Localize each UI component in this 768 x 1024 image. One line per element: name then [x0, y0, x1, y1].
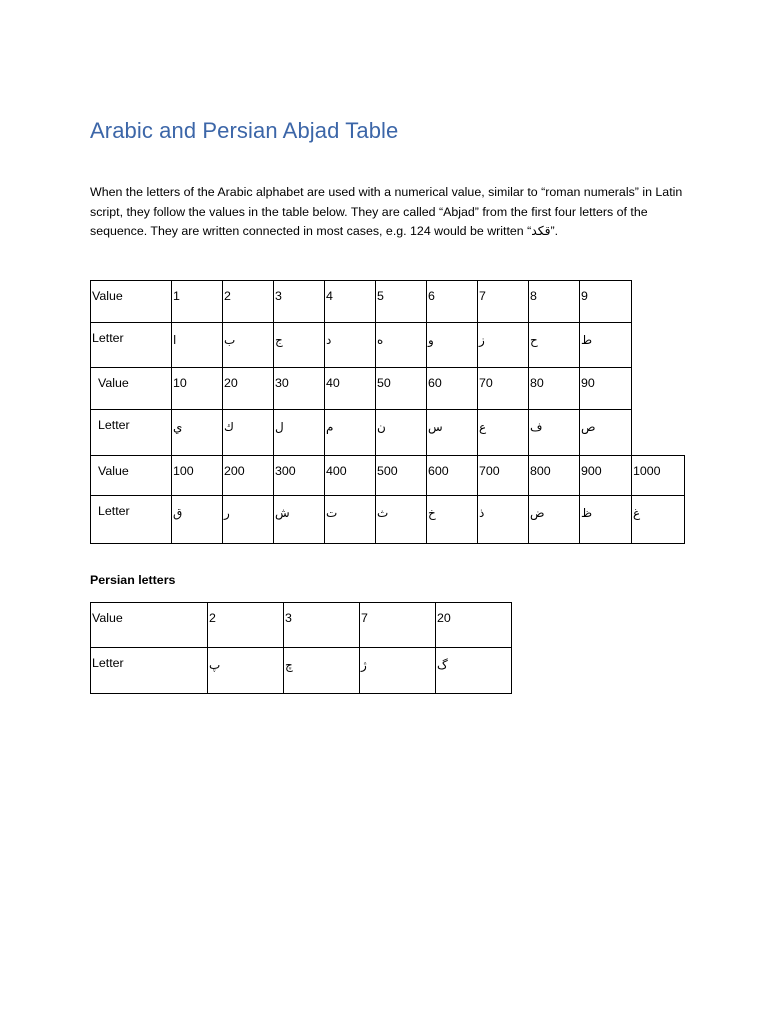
letter-cell: ق	[172, 496, 223, 544]
letter-cell: ر	[223, 496, 274, 544]
value-cell: 20	[223, 368, 274, 410]
row-header-cell: Value	[91, 281, 172, 323]
empty-cell	[632, 323, 685, 368]
empty-cell	[632, 281, 685, 323]
letter-cell: ه	[376, 323, 427, 368]
table-row	[91, 496, 685, 544]
value-cell: 2	[208, 603, 284, 648]
value-cell: 30	[274, 368, 325, 410]
value-cell: 4	[325, 281, 376, 323]
value-cell: 500	[376, 456, 427, 496]
value-cell: 8	[529, 281, 580, 323]
letter-cell: ص	[580, 410, 632, 456]
letter-cell: گ	[436, 648, 512, 694]
letter-cell: م	[325, 410, 376, 456]
letter-cell: د	[325, 323, 376, 368]
page-title: Arabic and Persian Abjad Table	[90, 118, 399, 143]
value-cell: 80	[529, 368, 580, 410]
letter-cell: س	[427, 410, 478, 456]
value-cell: 9	[580, 281, 632, 323]
intro-paragraph: When the letters of the Arabic alphabet are used with a numerical value, similar to “roman numerals” in Latin script, they follow the values in the table below. They are called “Abjad” from the first four letters of the sequence. They are written connected in most cases, e.g. 124 would be written “قكد”.	[90, 185, 683, 238]
letter-cell: ث	[376, 496, 427, 544]
value-cell: 700	[478, 456, 529, 496]
letter-cell: ذ	[478, 496, 529, 544]
letter-cell: ظ	[580, 496, 632, 544]
value-cell: 3	[274, 281, 325, 323]
letter-cell: ش	[274, 496, 325, 544]
value-cell: 1	[172, 281, 223, 323]
letter-cell: ح	[529, 323, 580, 368]
value-cell: 5	[376, 281, 427, 323]
value-cell: 400	[325, 456, 376, 496]
row-header-cell: Letter	[91, 648, 208, 694]
row-header-cell: Value	[91, 456, 172, 496]
value-cell: 800	[529, 456, 580, 496]
letter-cell: ت	[325, 496, 376, 544]
table-row	[91, 368, 685, 410]
letter-cell: پ	[208, 648, 284, 694]
letter-cell: ض	[529, 496, 580, 544]
letter-cell: ي	[172, 410, 223, 456]
value-cell: 20	[436, 603, 512, 648]
letter-cell: ن	[376, 410, 427, 456]
letter-cell: ژ	[360, 648, 436, 694]
value-cell: 6	[427, 281, 478, 323]
value-cell: 900	[580, 456, 632, 496]
table-row	[91, 281, 685, 323]
table-row	[91, 410, 685, 456]
letter-cell: ك	[223, 410, 274, 456]
abjad-table	[90, 280, 685, 544]
empty-cell	[632, 368, 685, 410]
value-cell: 10	[172, 368, 223, 410]
empty-cell	[632, 410, 685, 456]
table-row	[91, 323, 685, 368]
letter-cell: ز	[478, 323, 529, 368]
value-cell: 2	[223, 281, 274, 323]
letter-cell: ع	[478, 410, 529, 456]
table-row	[91, 456, 685, 496]
value-cell: 90	[580, 368, 632, 410]
value-cell: 40	[325, 368, 376, 410]
value-cell: 600	[427, 456, 478, 496]
persian-letters-heading: Persian letters	[90, 573, 176, 587]
row-header-cell: Value	[91, 368, 172, 410]
value-cell: 200	[223, 456, 274, 496]
row-header-cell: Letter	[91, 323, 172, 368]
letter-cell: ط	[580, 323, 632, 368]
value-cell: 7	[360, 603, 436, 648]
table-row	[91, 603, 512, 648]
value-cell: 3	[284, 603, 360, 648]
letter-cell: ب	[223, 323, 274, 368]
letter-cell: چ	[284, 648, 360, 694]
letter-cell: ج	[274, 323, 325, 368]
row-header-cell: Letter	[91, 410, 172, 456]
persian-table	[90, 602, 512, 694]
row-header-cell: Letter	[91, 496, 172, 544]
value-cell: 60	[427, 368, 478, 410]
value-cell: 50	[376, 368, 427, 410]
value-cell: 7	[478, 281, 529, 323]
letter-cell: خ	[427, 496, 478, 544]
letter-cell: ل	[274, 410, 325, 456]
row-header-cell: Value	[91, 603, 208, 648]
letter-cell: غ	[632, 496, 685, 544]
table-row	[91, 648, 512, 694]
value-cell: 300	[274, 456, 325, 496]
value-cell: 100	[172, 456, 223, 496]
letter-cell: ا	[172, 323, 223, 368]
letter-cell: و	[427, 323, 478, 368]
letter-cell: ف	[529, 410, 580, 456]
value-cell: 1000	[632, 456, 685, 496]
value-cell: 70	[478, 368, 529, 410]
